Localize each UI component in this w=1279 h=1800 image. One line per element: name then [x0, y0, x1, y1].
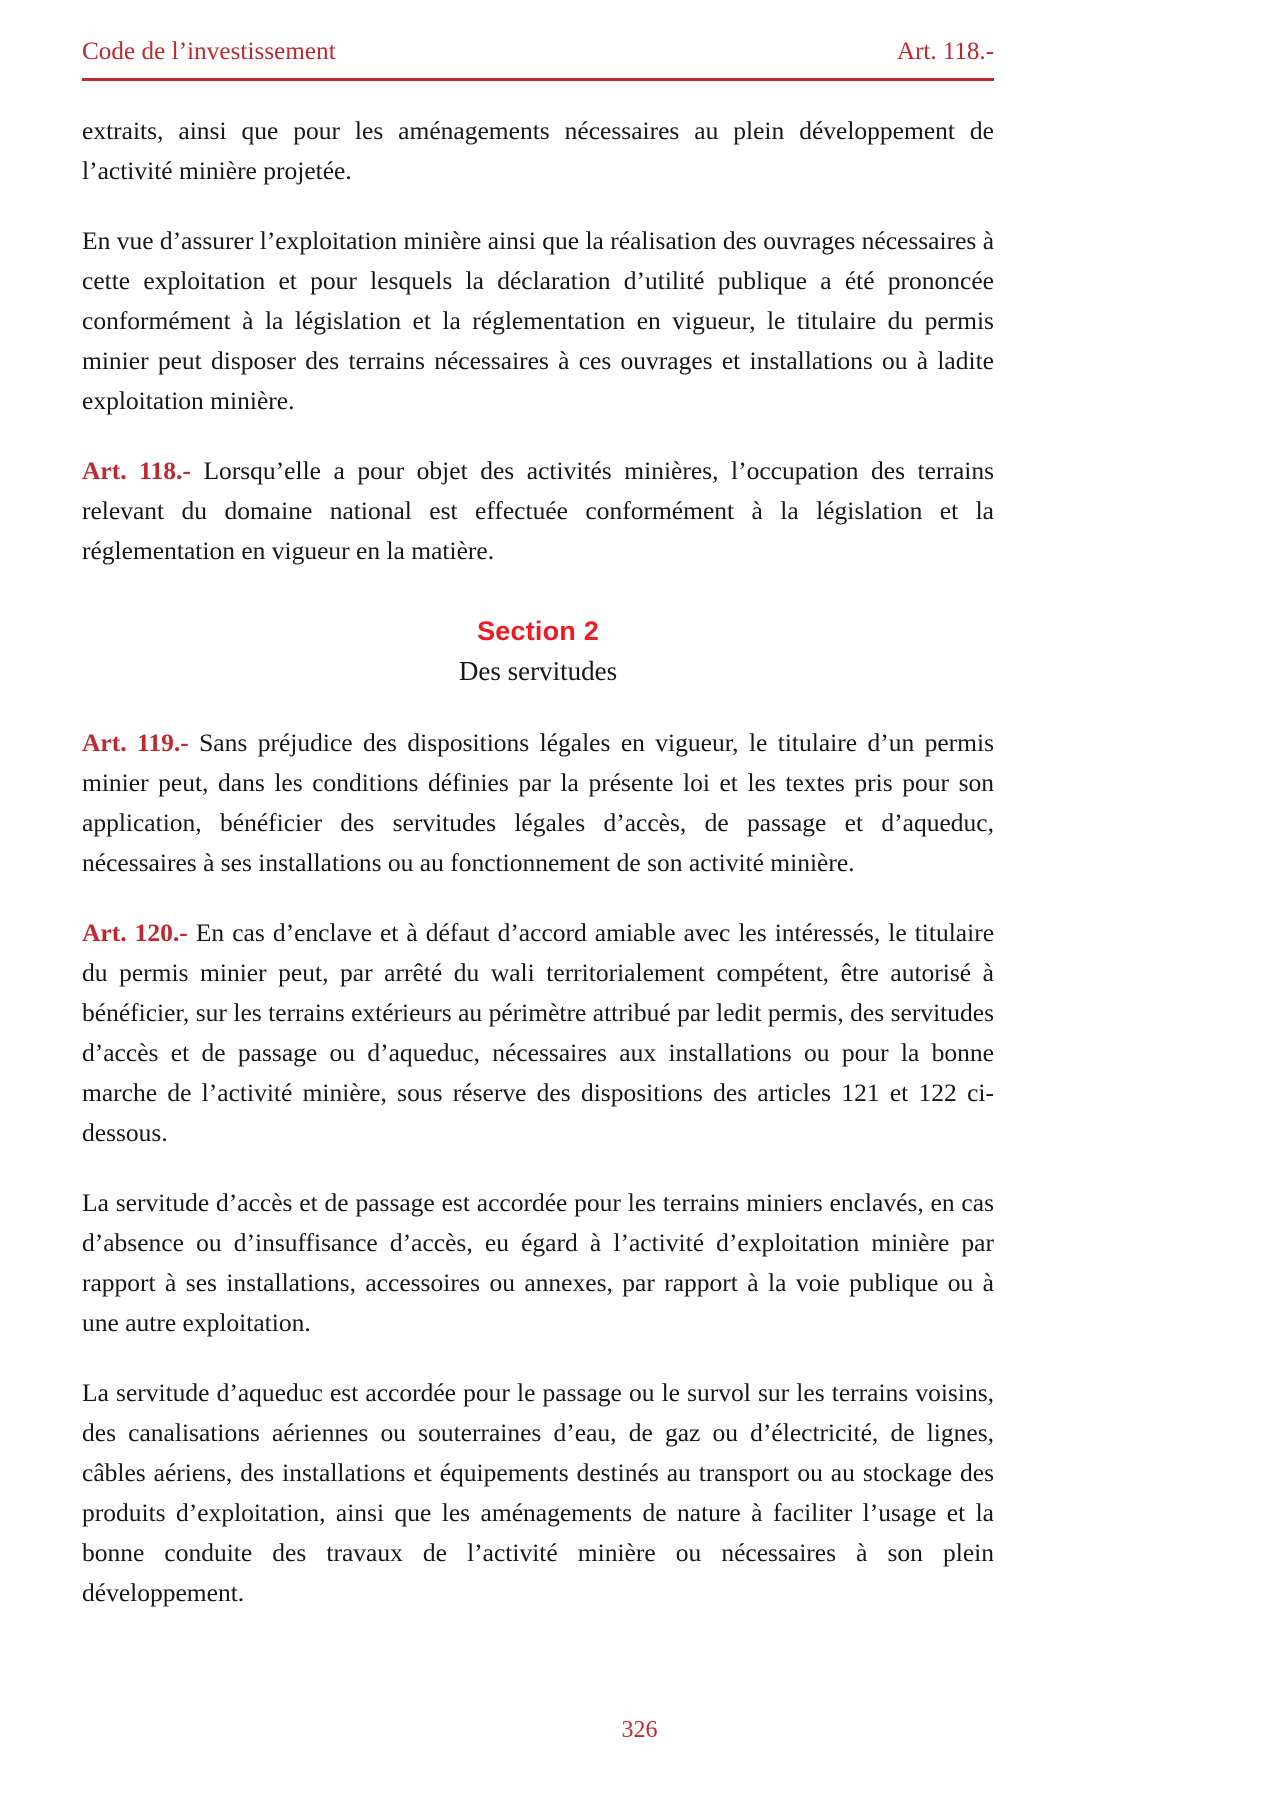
section-title: Des servitudes [458, 655, 618, 686]
paragraph-text: La servitude d’aqueduc est accordée pour le passage ou le survol sur les terrains voisins, des canalisations aériennes ou souterraines d’eau, de gaz ou d’électricité, de lignes, câbles aériens, des installations et équipements destinés au transport ou au stockage des produits d’exploitation, ainsi que les aménagements de nature à faciliter l’usage et la bonne conduite des travaux de l’activité minière ou nécessaires à son plein développement. [82, 1378, 994, 1608]
paragraph [82, 1373, 994, 1613]
paragraph-text: extraits, ainsi que pour les aménagements nécessaires au plein développement de l’activité minière projetée. [82, 115, 994, 185]
section-number: Section 2 [477, 615, 599, 646]
paragraph-text: En vue d’assurer l’exploitation minière ainsi que la réalisation des ouvrages nécessaires à cette exploitation et pour lesquels la déclaration d’utilité publique a été prononcée conformément à la législation et la réglementation en vigueur, le titulaire du permis minier peut disposer des terrains nécessaires à ces ouvrages et installations ou à ladite exploitation minière. [82, 225, 995, 415]
article-label: Art. 118.- [82, 455, 191, 485]
paragraph [82, 221, 994, 421]
paragraph-text: En cas d’enclave et à défaut d’accord amiable avec les intéressés, le titulaire du permis minier peut, par arrêté du wali territorialement compétent, être autorisé à bénéficier, sur les terrains extérieurs au périmètre attribué par ledit permis, des servitudes d’accès et de passage ou d’aqueduc, nécessaires aux installations ou pour la bonne marche de l’activité minière, sous réserve des dispositions des articles 121 et 122 ci-dessous. [82, 918, 995, 1148]
article-paragraph-119 [82, 723, 994, 883]
page-content [82, 38, 994, 1613]
paragraph [82, 1183, 994, 1343]
paragraph [82, 111, 994, 191]
header-divider-rule [82, 78, 994, 81]
article-paragraph-118 [82, 451, 994, 571]
article-paragraph-120 [82, 913, 994, 1153]
page-number: 326 [621, 1717, 658, 1743]
paragraph-text: La servitude d’accès et de passage est accordée pour les terrains miniers enclavés, en cas d’absence ou d’insuffisance d’accès, eu égard à l’activité d’exploitation minière par rapport à ses installations, accessoires ou annexes, par rapport à la voie publique ou à une autre exploitation. [82, 1188, 994, 1338]
article-label: Art. 120.- [82, 918, 188, 948]
paragraph-text: Sans préjudice des dispositions légales en vigueur, le titulaire d’un permis minier peut, dans les conditions définies par la présente loi et les textes pris pour son application, bénéficier des servitudes légales d’accès, de passage et d’aqueduc, nécessaires à ses installations ou au fonctionnement de son activité minière. [82, 728, 995, 878]
section-heading [82, 615, 994, 690]
article-label: Art. 119.- [82, 728, 189, 758]
running-head [82, 38, 994, 66]
paragraph-text: Lorsqu’elle a pour objet des activités minières, l’occupation des terrains relevant du domaine national est effectuée conformément à la législation et la réglementation en vigueur en la matière. [82, 455, 995, 565]
running-head-article-reference: Art. 118.- [897, 38, 994, 65]
running-head-book-title: Code de l’investissement [82, 38, 336, 65]
body-text [82, 111, 994, 1614]
